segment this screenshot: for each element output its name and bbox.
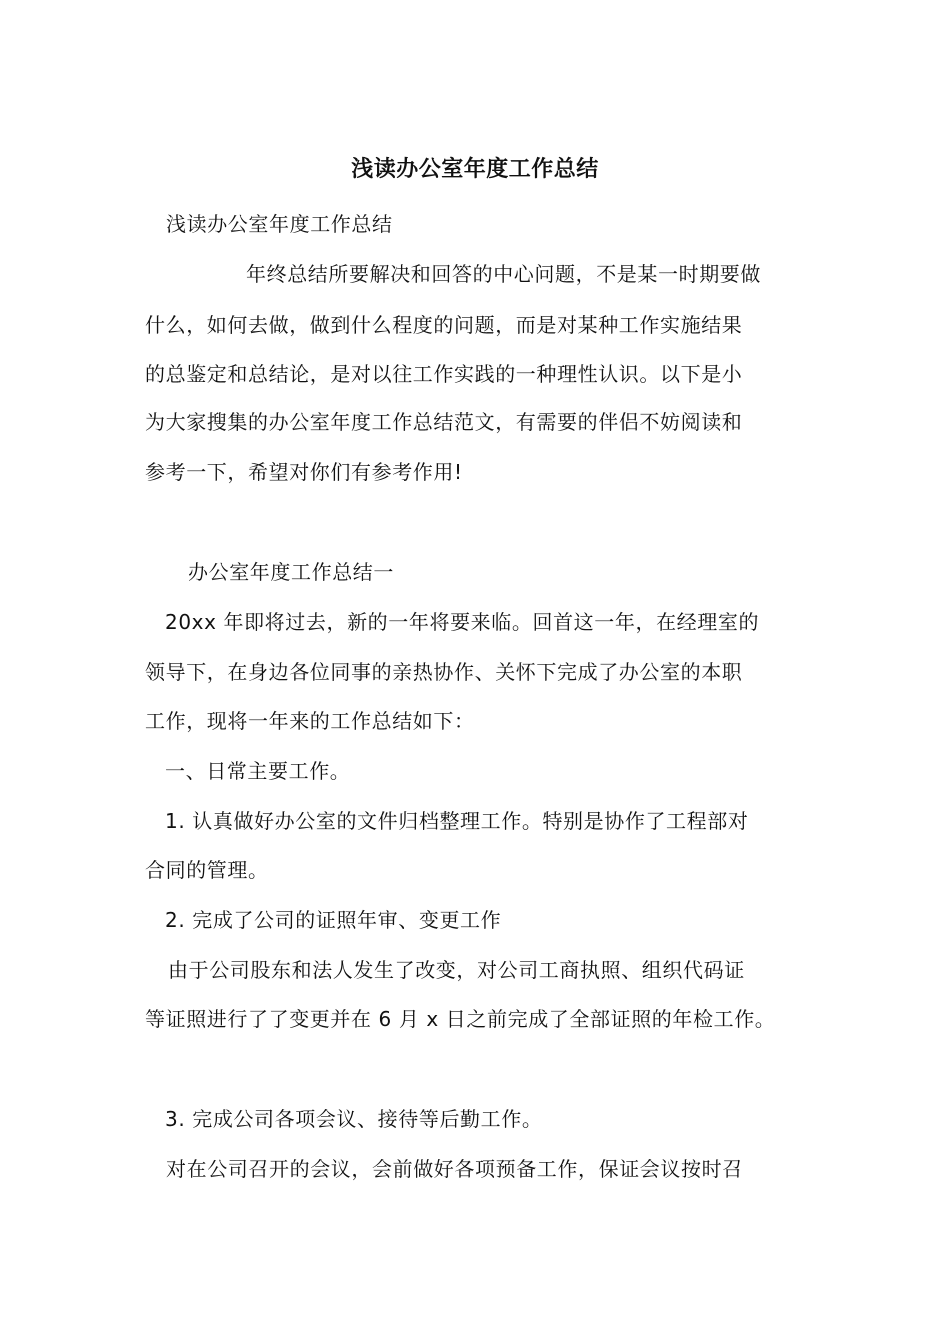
intro-line: 参考一下，希望对你们有参考作用! — [145, 460, 463, 484]
document-subtitle: 浅读办公室年度工作总结 — [166, 212, 393, 236]
body-line: 3. 完成公司各项会议、接待等后勤工作。 — [165, 1107, 543, 1131]
body-line: 工作，现将一年来的工作总结如下： — [145, 709, 475, 733]
body-line: 由于公司股东和法人发生了改变，对公司工商执照、组织代码证 — [168, 958, 745, 982]
document-title: 浅读办公室年度工作总结 — [351, 157, 599, 182]
body-line: 20xx 年即将过去，新的一年将要来临。回首这一年，在经理室的 — [165, 610, 760, 634]
body-line: 合同的管理。 — [145, 858, 269, 882]
body-line: 对在公司召开的会议，会前做好各项预备工作，保证会议按时召 — [166, 1157, 743, 1181]
section-heading: 办公室年度工作总结一 — [188, 560, 394, 584]
intro-line: 为大家搜集的办公室年度工作总结范文，有需要的伴侣不妨阅读和 — [145, 410, 743, 434]
intro-line: 年终总结所要解决和回答的中心问题，不是某一时期要做 — [246, 262, 761, 286]
intro-line: 的总鉴定和总结论，是对以往工作实践的一种理性认识。以下是小 — [145, 362, 743, 386]
body-line: 1. 认真做好办公室的文件归档整理工作。特别是协作了工程部对 — [165, 809, 749, 833]
body-line: 一、日常主要工作。 — [165, 759, 351, 783]
body-line: 2. 完成了公司的证照年审、变更工作 — [165, 908, 502, 932]
body-line: 等证照进行了了变更并在 6 月 x 日之前完成了全部证照的年检工作。 — [145, 1007, 776, 1031]
intro-line: 什么，如何去做，做到什么程度的问题，而是对某种工作实施结果 — [145, 313, 743, 337]
body-line: 领导下，在身边各位同事的亲热协作、关怀下完成了办公室的本职 — [145, 660, 743, 684]
